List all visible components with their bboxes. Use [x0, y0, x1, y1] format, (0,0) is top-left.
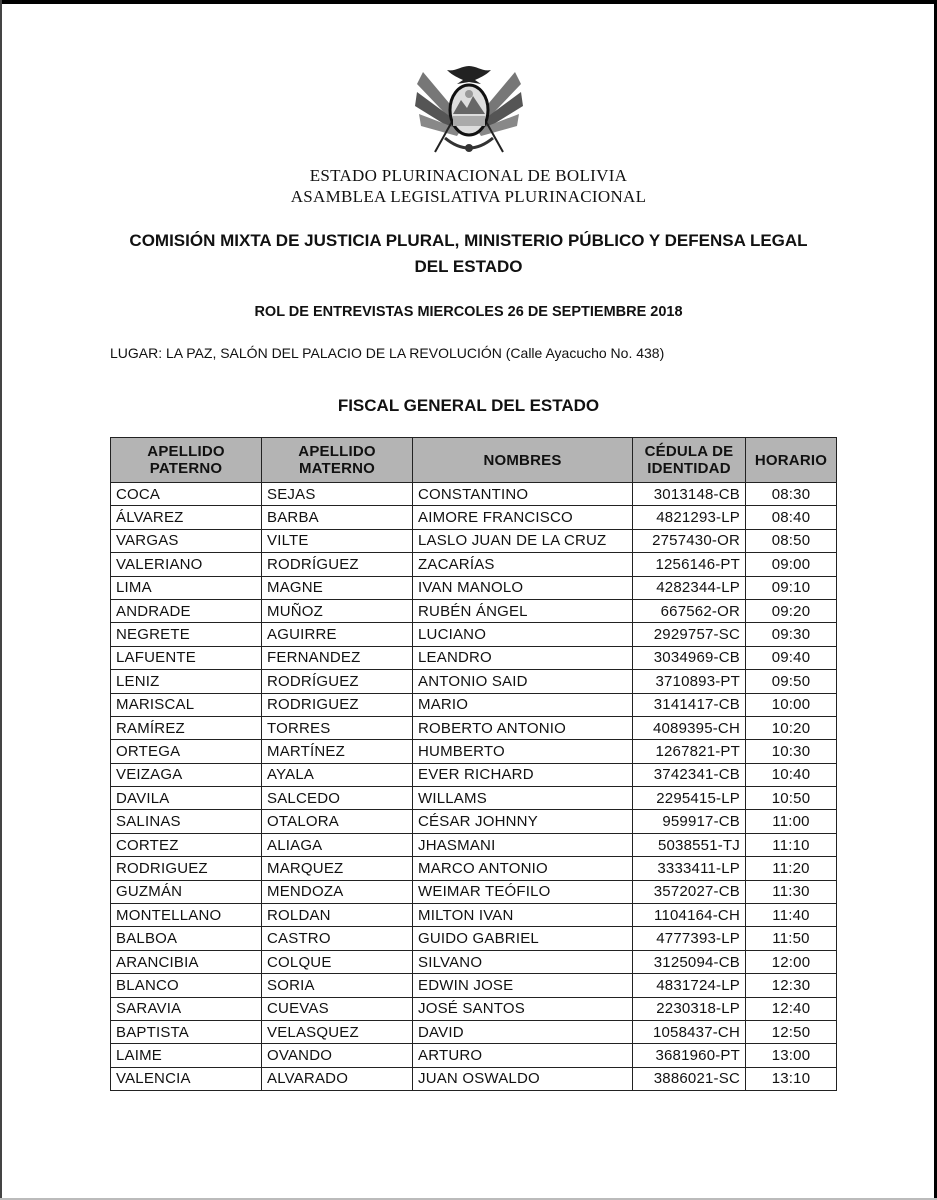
- cell-cedula: 3034969-CB: [633, 646, 746, 669]
- cell-horario: 13:00: [746, 1044, 837, 1067]
- institution-line-2: ASAMBLEA LEGISLATIVA PLURINACIONAL: [290, 187, 647, 206]
- commission-title-line-1: COMISIÓN MIXTA DE JUSTICIA PLURAL, MINISTERIO PÚBLICO Y DEFENSA LEGAL: [129, 231, 808, 250]
- cell-nombres: MILTON IVAN: [413, 904, 633, 927]
- cell-apellido-materno: MUÑOZ: [262, 599, 413, 622]
- cell-cedula: 3681960-PT: [633, 1044, 746, 1067]
- cell-nombres: LEANDRO: [413, 646, 633, 669]
- cell-apellido-materno: SEJAS: [262, 483, 413, 506]
- cell-horario: 09:50: [746, 670, 837, 693]
- cell-nombres: IVAN MANOLO: [413, 576, 633, 599]
- cell-nombres: RUBÉN ÁNGEL: [413, 599, 633, 622]
- table-row: [111, 950, 837, 973]
- table-row: [111, 529, 837, 552]
- cell-cedula: 3886021-SC: [633, 1067, 746, 1090]
- cell-apellido-materno: RODRÍGUEZ: [262, 670, 413, 693]
- table-row: [111, 974, 837, 997]
- cell-cedula: 2295415-LP: [633, 787, 746, 810]
- table-row: [111, 810, 837, 833]
- cell-nombres: LUCIANO: [413, 623, 633, 646]
- cell-horario: 11:10: [746, 833, 837, 856]
- cell-horario: 08:30: [746, 483, 837, 506]
- cell-nombres: SILVANO: [413, 950, 633, 973]
- cell-cedula: 3141417-CB: [633, 693, 746, 716]
- cell-apellido-materno: VILTE: [262, 529, 413, 552]
- cell-cedula: 3710893-PT: [633, 670, 746, 693]
- cell-nombres: MARIO: [413, 693, 633, 716]
- cell-apellido-paterno: GUZMÁN: [111, 880, 262, 903]
- commission-title-line-2: DEL ESTADO: [414, 257, 523, 276]
- cell-cedula: 3013148-CB: [633, 483, 746, 506]
- table-row: [111, 833, 837, 856]
- cell-horario: 12:50: [746, 1020, 837, 1043]
- cell-nombres: ROBERTO ANTONIO: [413, 716, 633, 739]
- cell-apellido-materno: ALIAGA: [262, 833, 413, 856]
- cell-apellido-paterno: VARGAS: [111, 529, 262, 552]
- cell-nombres: JOSÉ SANTOS: [413, 997, 633, 1020]
- interview-schedule-table: [110, 437, 837, 1091]
- cell-apellido-paterno: MONTELLANO: [111, 904, 262, 927]
- cell-apellido-materno: BARBA: [262, 506, 413, 529]
- institution-line-1: ESTADO PLURINACIONAL DE BOLIVIA: [309, 166, 628, 185]
- table-row: [111, 880, 837, 903]
- table-row: [111, 1067, 837, 1090]
- cell-apellido-materno: TORRES: [262, 716, 413, 739]
- column-header-apellido-materno: APELLIDO MATERNO: [262, 438, 413, 483]
- cell-nombres: EVER RICHARD: [413, 763, 633, 786]
- cell-horario: 10:20: [746, 716, 837, 739]
- cell-apellido-paterno: DAVILA: [111, 787, 262, 810]
- cell-horario: 09:00: [746, 553, 837, 576]
- cell-horario: 10:40: [746, 763, 837, 786]
- cell-apellido-paterno: LENIZ: [111, 670, 262, 693]
- cell-apellido-materno: RODRIGUEZ: [262, 693, 413, 716]
- cell-cedula: 4831724-LP: [633, 974, 746, 997]
- table-row: [111, 787, 837, 810]
- cell-apellido-paterno: BAPTISTA: [111, 1020, 262, 1043]
- table-row: [111, 1020, 837, 1043]
- table-row: [111, 740, 837, 763]
- cell-apellido-paterno: VEIZAGA: [111, 763, 262, 786]
- cell-apellido-materno: COLQUE: [262, 950, 413, 973]
- cell-apellido-paterno: ORTEGA: [111, 740, 262, 763]
- cell-apellido-paterno: CORTEZ: [111, 833, 262, 856]
- cell-horario: 10:00: [746, 693, 837, 716]
- cell-cedula: 3572027-CB: [633, 880, 746, 903]
- cell-nombres: JHASMANI: [413, 833, 633, 856]
- table-row: [111, 506, 837, 529]
- cell-apellido-materno: SORIA: [262, 974, 413, 997]
- cell-apellido-paterno: MARISCAL: [111, 693, 262, 716]
- cell-nombres: ANTONIO SAID: [413, 670, 633, 693]
- cell-nombres: WILLAMS: [413, 787, 633, 810]
- cell-apellido-paterno: SARAVIA: [111, 997, 262, 1020]
- cell-cedula: 1267821-PT: [633, 740, 746, 763]
- cell-apellido-paterno: VALENCIA: [111, 1067, 262, 1090]
- cell-nombres: HUMBERTO: [413, 740, 633, 763]
- table-row: [111, 483, 837, 506]
- bolivia-coat-of-arms-icon: [415, 62, 523, 162]
- cell-nombres: CÉSAR JOHNNY: [413, 810, 633, 833]
- table-row: [111, 904, 837, 927]
- table-row: [111, 576, 837, 599]
- column-header-cedula: CÉDULA DE IDENTIDAD: [633, 438, 746, 483]
- cell-apellido-materno: OVANDO: [262, 1044, 413, 1067]
- cell-horario: 09:40: [746, 646, 837, 669]
- cell-horario: 10:30: [746, 740, 837, 763]
- cell-apellido-materno: AYALA: [262, 763, 413, 786]
- cell-apellido-paterno: BALBOA: [111, 927, 262, 950]
- cell-apellido-materno: RODRÍGUEZ: [262, 553, 413, 576]
- cell-apellido-paterno: LIMA: [111, 576, 262, 599]
- table-row: [111, 623, 837, 646]
- cell-apellido-materno: OTALORA: [262, 810, 413, 833]
- table-row: [111, 670, 837, 693]
- cell-apellido-materno: MARTÍNEZ: [262, 740, 413, 763]
- cell-horario: 08:50: [746, 529, 837, 552]
- table-row: [111, 763, 837, 786]
- column-header-nombres: NOMBRES: [413, 438, 633, 483]
- cell-apellido-paterno: LAIME: [111, 1044, 262, 1067]
- cell-apellido-paterno: ARANCIBIA: [111, 950, 262, 973]
- cell-cedula: 2230318-LP: [633, 997, 746, 1020]
- cell-nombres: CONSTANTINO: [413, 483, 633, 506]
- cell-cedula: 4821293-LP: [633, 506, 746, 529]
- cell-apellido-paterno: ANDRADE: [111, 599, 262, 622]
- cell-apellido-materno: CASTRO: [262, 927, 413, 950]
- location-line: LUGAR: LA PAZ, SALÓN DEL PALACIO DE LA REVOLUCIÓN (Calle Ayacucho No. 438): [110, 345, 665, 361]
- cell-cedula: 667562-OR: [633, 599, 746, 622]
- cell-horario: 13:10: [746, 1067, 837, 1090]
- cell-apellido-materno: AGUIRRE: [262, 623, 413, 646]
- cell-nombres: LASLO JUAN DE LA CRUZ: [413, 529, 633, 552]
- cell-cedula: 4282344-LP: [633, 576, 746, 599]
- table-row: [111, 646, 837, 669]
- cell-apellido-materno: SALCEDO: [262, 787, 413, 810]
- cell-nombres: GUIDO GABRIEL: [413, 927, 633, 950]
- cell-nombres: WEIMAR TEÓFILO: [413, 880, 633, 903]
- table-row: [111, 927, 837, 950]
- cell-apellido-materno: VELASQUEZ: [262, 1020, 413, 1043]
- cell-cedula: 2929757-SC: [633, 623, 746, 646]
- cell-nombres: AIMORE FRANCISCO: [413, 506, 633, 529]
- cell-horario: 12:40: [746, 997, 837, 1020]
- cell-nombres: DAVID: [413, 1020, 633, 1043]
- cell-horario: 11:40: [746, 904, 837, 927]
- cell-horario: 12:00: [746, 950, 837, 973]
- cell-nombres: ARTURO: [413, 1044, 633, 1067]
- cell-nombres: ZACARÍAS: [413, 553, 633, 576]
- table-row: [111, 1044, 837, 1067]
- table-row: [111, 857, 837, 880]
- cell-apellido-materno: CUEVAS: [262, 997, 413, 1020]
- table-row: [111, 997, 837, 1020]
- page-border-top: [0, 0, 937, 4]
- cell-apellido-paterno: RODRIGUEZ: [111, 857, 262, 880]
- section-title: FISCAL GENERAL DEL ESTADO: [337, 396, 600, 415]
- cell-apellido-materno: MENDOZA: [262, 880, 413, 903]
- cell-cedula: 1104164-CH: [633, 904, 746, 927]
- cell-apellido-paterno: NEGRETE: [111, 623, 262, 646]
- cell-apellido-paterno: VALERIANO: [111, 553, 262, 576]
- cell-horario: 12:30: [746, 974, 837, 997]
- cell-apellido-materno: FERNANDEZ: [262, 646, 413, 669]
- cell-cedula: 1058437-CH: [633, 1020, 746, 1043]
- cell-cedula: 1256146-PT: [633, 553, 746, 576]
- cell-apellido-paterno: LAFUENTE: [111, 646, 262, 669]
- table-row: [111, 599, 837, 622]
- table-header-row: [111, 438, 837, 483]
- cell-apellido-paterno: BLANCO: [111, 974, 262, 997]
- cell-apellido-paterno: COCA: [111, 483, 262, 506]
- column-header-apellido-paterno: APELLIDO PATERNO: [111, 438, 262, 483]
- cell-apellido-paterno: RAMÍREZ: [111, 716, 262, 739]
- cell-cedula: 2757430-OR: [633, 529, 746, 552]
- cell-horario: 10:50: [746, 787, 837, 810]
- cell-horario: 11:30: [746, 880, 837, 903]
- cell-cedula: 3333411-LP: [633, 857, 746, 880]
- cell-cedula: 3125094-CB: [633, 950, 746, 973]
- cell-nombres: MARCO ANTONIO: [413, 857, 633, 880]
- cell-apellido-paterno: SALINAS: [111, 810, 262, 833]
- cell-cedula: 3742341-CB: [633, 763, 746, 786]
- cell-nombres: JUAN OSWALDO: [413, 1067, 633, 1090]
- cell-nombres: EDWIN JOSE: [413, 974, 633, 997]
- column-header-horario: HORARIO: [746, 438, 837, 483]
- cell-cedula: 4089395-CH: [633, 716, 746, 739]
- cell-horario: 09:30: [746, 623, 837, 646]
- schedule-title: ROL DE ENTREVISTAS MIERCOLES 26 DE SEPTIEMBRE 2018: [254, 304, 683, 320]
- cell-apellido-materno: ALVARADO: [262, 1067, 413, 1090]
- cell-apellido-materno: MARQUEZ: [262, 857, 413, 880]
- cell-apellido-paterno: ÁLVAREZ: [111, 506, 262, 529]
- cell-horario: 11:20: [746, 857, 837, 880]
- cell-horario: 09:10: [746, 576, 837, 599]
- cell-horario: 08:40: [746, 506, 837, 529]
- cell-apellido-materno: ROLDAN: [262, 904, 413, 927]
- cell-horario: 11:00: [746, 810, 837, 833]
- cell-horario: 09:20: [746, 599, 837, 622]
- cell-cedula: 4777393-LP: [633, 927, 746, 950]
- cell-horario: 11:50: [746, 927, 837, 950]
- table-row: [111, 553, 837, 576]
- cell-cedula: 959917-CB: [633, 810, 746, 833]
- cell-apellido-materno: MAGNE: [262, 576, 413, 599]
- commission-title: [110, 228, 827, 280]
- cell-cedula: 5038551-TJ: [633, 833, 746, 856]
- table-row: [111, 693, 837, 716]
- table-row: [111, 716, 837, 739]
